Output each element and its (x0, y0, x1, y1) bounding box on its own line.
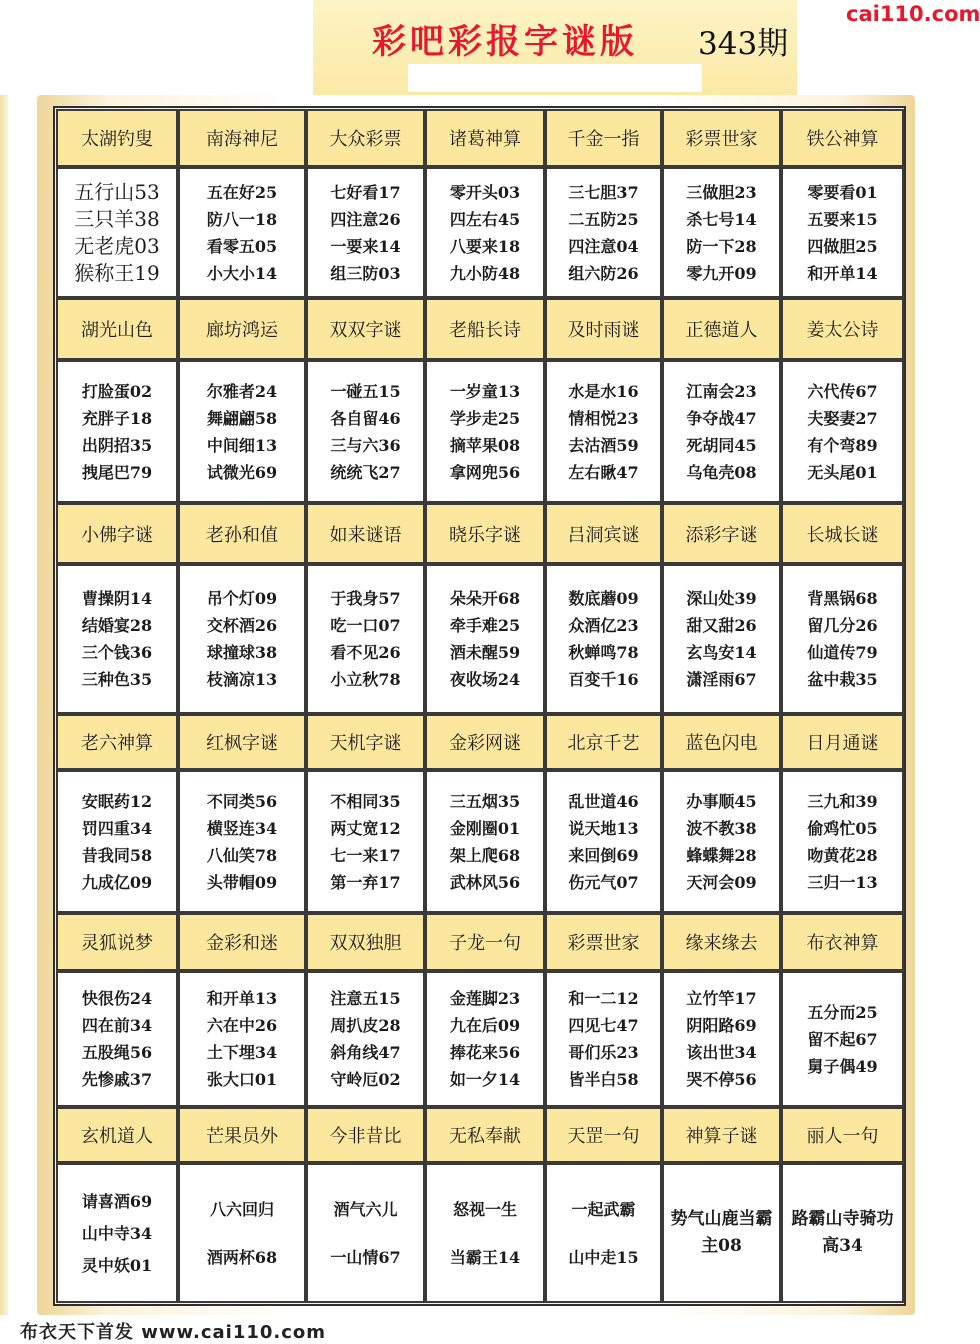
riddle-line: 吊个灯09 (206, 589, 278, 608)
riddle-line: 数底蘑09 (568, 589, 639, 608)
riddle-line: 一要来14 (330, 236, 401, 256)
riddle-cell (178, 1163, 306, 1303)
column-header: 金彩网谜 (425, 714, 545, 770)
page-title: 彩吧彩报字谜版 (372, 22, 638, 62)
column-header: 晓乐字谜 (425, 503, 545, 564)
riddle-cell (306, 770, 425, 913)
riddle-cell (56, 360, 178, 503)
riddle-cell (56, 564, 178, 714)
riddle-cell (178, 564, 306, 714)
column-header: 北京千艺 (545, 714, 662, 770)
column-header: 湖光山色 (56, 298, 178, 360)
riddle-line: 零九开09 (686, 263, 757, 283)
column-header: 今非昔比 (306, 1107, 425, 1163)
riddle-line: 横竖连34 (206, 818, 278, 838)
riddle-line: 舞翩翩58 (206, 408, 278, 428)
riddle-line: 江南会23 (686, 381, 757, 401)
riddle-line: 金刚圈01 (449, 818, 521, 838)
riddle-line: 百变千16 (568, 670, 639, 689)
riddle-cell (425, 167, 545, 298)
column-header: 天机字谜 (306, 714, 425, 770)
riddle-line: 三个钱36 (81, 643, 153, 662)
riddle-cell (545, 564, 662, 714)
riddle-line: 各自留46 (330, 408, 401, 428)
left-decor-strip (0, 95, 8, 1315)
riddle-line: 球撞球38 (206, 643, 278, 662)
riddle-line: 秋蝉鸣78 (568, 643, 639, 662)
riddle-line: 阴阳路69 (686, 1016, 757, 1035)
column-header: 南海神尼 (178, 109, 306, 167)
column-header: 如来谜语 (306, 503, 425, 564)
riddle-line: 左右瞅47 (568, 462, 639, 482)
riddle-line: 张大口01 (206, 1070, 278, 1089)
riddle-line: 九在后09 (449, 1016, 521, 1035)
riddle-line: 一起武霸 (571, 1199, 636, 1219)
riddle-line: 当霸王14 (449, 1247, 521, 1267)
riddle-line: 吃一口07 (330, 616, 401, 635)
riddle-line: 不相同35 (330, 791, 401, 811)
riddle-line: 交杯酒26 (206, 616, 278, 635)
riddle-line: 杀七号14 (686, 209, 757, 229)
column-header: 天罡一句 (545, 1107, 662, 1163)
riddle-line: 守岭厄02 (330, 1070, 401, 1089)
riddle-line: 六在中26 (206, 1016, 278, 1035)
riddle-line: 九成亿09 (81, 872, 153, 892)
riddle-line: 盆中栽35 (807, 670, 878, 689)
riddle-line: 先惨戚37 (81, 1070, 153, 1089)
riddle-line: 摘苹果08 (449, 435, 521, 455)
riddle-line: 零开头03 (449, 182, 521, 202)
riddle-cell (781, 971, 904, 1107)
riddle-line: 该出世34 (686, 1043, 757, 1062)
riddle-line: 斜角线47 (330, 1043, 401, 1062)
riddle-line: 一岁童13 (449, 381, 521, 401)
riddle-line: 如一夕14 (449, 1070, 521, 1089)
riddle-line: 潇淫雨67 (686, 670, 757, 689)
riddle-line: 波不教38 (686, 818, 757, 838)
riddle-cell (662, 360, 781, 503)
column-header: 双双独胆 (306, 913, 425, 971)
riddle-line: 罚四重34 (81, 818, 153, 838)
riddle-cell (545, 360, 662, 503)
column-header: 吕洞宾谜 (545, 503, 662, 564)
riddle-line: 去沽酒59 (568, 435, 639, 455)
riddle-line: 酒两杯68 (206, 1247, 278, 1267)
riddle-line: 七好看17 (330, 182, 401, 202)
riddle-line: 酒气六儿 (333, 1199, 398, 1219)
column-header: 老六神算 (56, 714, 178, 770)
riddle-cell (662, 1163, 781, 1303)
riddle-line: 皆半白58 (568, 1070, 639, 1089)
riddle-line: 统统飞27 (330, 462, 401, 482)
column-header: 长城长谜 (781, 503, 904, 564)
riddle-line: 玄鸟安14 (686, 643, 757, 662)
riddle-line: 注意五15 (330, 989, 401, 1008)
riddle-line: 一山情67 (330, 1247, 401, 1267)
footer-credit: 布衣天下首发 www.cai110.com (20, 1322, 327, 1343)
column-header: 双双字谜 (306, 298, 425, 360)
riddle-line: 牵手难25 (449, 616, 521, 635)
riddle-line: 试微光69 (206, 462, 278, 482)
riddle-line: 来回倒69 (568, 845, 639, 865)
riddle-line: 深山处39 (686, 589, 757, 608)
riddle-cell (306, 360, 425, 503)
riddle-line: 快很伤24 (81, 989, 153, 1008)
riddle-line: 学步走25 (449, 408, 521, 428)
column-header: 无私奉献 (425, 1107, 545, 1163)
riddle-line: 山中寺34 (81, 1223, 153, 1243)
riddle-line: 势气山鹿当霸主08 (670, 1209, 773, 1256)
riddle-line: 灵中妖01 (81, 1255, 153, 1275)
riddle-cell (781, 770, 904, 913)
column-header: 玄机道人 (56, 1107, 178, 1163)
column-header: 廊坊鸿运 (178, 298, 306, 360)
riddle-line: 小大小14 (206, 263, 278, 283)
riddle-line: 八六回归 (209, 1199, 274, 1219)
riddle-line: 乌龟壳08 (686, 462, 757, 482)
riddle-line: 防一下28 (686, 236, 757, 256)
riddle-cell (781, 564, 904, 714)
riddle-line: 四左右45 (449, 209, 521, 229)
riddle-line: 组三防03 (330, 263, 401, 283)
riddle-line: 舅子偶49 (807, 1056, 878, 1076)
riddle-line: 伤元气07 (568, 872, 639, 892)
riddle-line: 怒视一生 (452, 1199, 517, 1219)
riddle-line: 两丈宽12 (330, 818, 401, 838)
riddle-cell (178, 167, 306, 298)
riddle-line: 山中走15 (568, 1247, 639, 1267)
riddle-line: 看不见26 (330, 643, 401, 662)
riddle-line: 结婚宴28 (81, 616, 153, 635)
riddle-line: 哭不停56 (686, 1070, 757, 1089)
column-header: 日月通谜 (781, 714, 904, 770)
riddle-line: 七一来17 (330, 845, 401, 865)
riddle-line: 拿网兜56 (449, 462, 521, 482)
riddle-line: 五分而25 (807, 1002, 878, 1022)
riddle-cell (662, 167, 781, 298)
riddle-cell (781, 360, 904, 503)
column-header: 灵狐说梦 (56, 913, 178, 971)
riddle-line: 三做胆23 (686, 182, 757, 202)
column-header: 及时雨谜 (545, 298, 662, 360)
column-header: 金彩和迷 (178, 913, 306, 971)
riddle-cell (56, 971, 178, 1107)
riddle-cell (425, 360, 545, 503)
riddle-cell (306, 971, 425, 1107)
riddle-line: 三七胆37 (568, 182, 639, 202)
riddle-line: 组六防26 (568, 263, 639, 283)
riddle-line: 和开单13 (206, 989, 278, 1008)
riddle-line: 水是水16 (568, 381, 639, 401)
column-header: 彩票世家 (662, 109, 781, 167)
riddle-line: 争夺战47 (686, 408, 757, 428)
riddle-line: 八要来18 (449, 236, 521, 256)
riddle-cell (56, 770, 178, 913)
column-header: 老孙和值 (178, 503, 306, 564)
riddle-line: 土下埋34 (206, 1043, 278, 1062)
riddle-cell (425, 564, 545, 714)
riddle-cell (781, 1163, 904, 1303)
riddle-line: 昔我同58 (81, 845, 153, 865)
column-header: 小佛字谜 (56, 503, 178, 564)
riddle-line: 五在好25 (206, 182, 278, 202)
riddle-cell (545, 770, 662, 913)
riddle-line: 立竹竿17 (686, 989, 757, 1008)
riddle-line: 朵朵开68 (449, 589, 521, 608)
riddle-line: 拽尾巴79 (81, 462, 153, 482)
column-header: 铁公神算 (781, 109, 904, 167)
column-header: 彩票世家 (545, 913, 662, 971)
riddle-cell (545, 1163, 662, 1303)
riddle-line: 二五防25 (568, 209, 639, 229)
riddle-line: 留不起67 (807, 1029, 878, 1049)
riddle-cell (56, 167, 178, 298)
riddle-line: 架上爬68 (449, 845, 521, 865)
riddle-line: 五股绳56 (81, 1043, 153, 1062)
riddle-line: 周扒皮28 (330, 1016, 401, 1035)
column-header: 布衣神算 (781, 913, 904, 971)
riddle-line: 六代传67 (807, 381, 878, 401)
issue-number: 343期 (698, 26, 789, 62)
riddle-line: 留几分26 (807, 616, 878, 635)
riddle-line: 三九和39 (807, 791, 878, 811)
riddle-cell (425, 770, 545, 913)
riddle-line: 枝滴凉13 (206, 670, 278, 689)
column-header: 丽人一句 (781, 1107, 904, 1163)
column-header: 神算子谜 (662, 1107, 781, 1163)
riddle-cell (662, 770, 781, 913)
riddle-line: 四见七47 (568, 1016, 639, 1035)
column-header: 太湖钓叟 (56, 109, 178, 167)
riddle-cell (306, 1163, 425, 1303)
riddle-cell (306, 167, 425, 298)
riddle-cell (425, 971, 545, 1107)
column-header: 姜太公诗 (781, 298, 904, 360)
column-header: 芒果员外 (178, 1107, 306, 1163)
riddle-line: 头带帽09 (206, 872, 278, 892)
riddle-line: 五要来15 (807, 209, 878, 229)
riddle-line: 四注意04 (568, 236, 639, 256)
riddle-line: 零要看01 (807, 182, 878, 202)
riddle-line: 防八一18 (206, 209, 278, 229)
riddle-cell (178, 770, 306, 913)
riddle-line: 偷鸡忙05 (807, 818, 878, 838)
riddle-line: 夜收场24 (449, 670, 521, 689)
riddle-line: 天河会09 (686, 872, 757, 892)
riddle-line: 和一二12 (568, 989, 639, 1008)
riddle-cell (306, 564, 425, 714)
riddle-line: 四注意26 (330, 209, 401, 229)
riddle-cell (425, 1163, 545, 1303)
riddle-line: 背黑锅68 (807, 589, 878, 608)
riddle-line: 尔雅者24 (206, 381, 278, 401)
column-header: 子龙一句 (425, 913, 545, 971)
riddle-cell (545, 971, 662, 1107)
riddle-line: 乱世道46 (568, 791, 639, 811)
riddle-cell (545, 167, 662, 298)
riddle-line: 出阴招35 (81, 435, 153, 455)
riddle-line: 金莲脚23 (449, 989, 521, 1008)
riddle-line: 仙道传79 (807, 643, 878, 662)
riddle-line: 和开单14 (807, 263, 878, 283)
column-header: 大众彩票 (306, 109, 425, 167)
riddle-line: 请喜酒69 (81, 1191, 153, 1211)
riddle-line: 猴称王19 (74, 260, 160, 285)
riddle-line: 小立秋78 (330, 670, 401, 689)
riddle-line: 死胡同45 (686, 435, 757, 455)
riddle-line: 情相悦23 (568, 408, 639, 428)
riddle-line: 无老虎03 (74, 233, 160, 258)
column-header: 正德道人 (662, 298, 781, 360)
column-header: 红枫字谜 (178, 714, 306, 770)
riddle-line: 曹操阴14 (81, 589, 153, 608)
column-header: 缘来缘去 (662, 913, 781, 971)
riddle-line: 路霸山寺骑功高34 (791, 1209, 894, 1256)
riddle-line: 有个弯89 (807, 435, 878, 455)
riddle-cell (178, 971, 306, 1107)
riddle-line: 四做胆25 (807, 236, 878, 256)
riddle-line: 三归一13 (807, 872, 878, 892)
site-watermark: cai110.com (846, 2, 980, 26)
riddle-line: 蜂蝶舞28 (686, 845, 757, 865)
riddle-line: 说天地13 (568, 818, 639, 838)
riddle-cell (662, 971, 781, 1107)
riddle-line: 众酒亿23 (568, 616, 639, 635)
column-header: 蓝色闪电 (662, 714, 781, 770)
column-header: 添彩字谜 (662, 503, 781, 564)
riddle-line: 哥们乐23 (568, 1043, 639, 1062)
riddle-line: 三五烟35 (449, 791, 521, 811)
riddle-line: 夫娶妻27 (807, 408, 878, 428)
column-header: 千金一指 (545, 109, 662, 167)
column-header: 诸葛神算 (425, 109, 545, 167)
riddle-line: 办事顺45 (686, 791, 757, 811)
riddle-line: 三种色35 (81, 670, 153, 689)
riddle-line: 武林风56 (449, 872, 521, 892)
riddle-line: 安眠药12 (81, 791, 153, 811)
riddle-cell (56, 1163, 178, 1303)
riddle-line: 中间细13 (206, 435, 278, 455)
riddle-line: 五行山53 (74, 179, 160, 204)
riddle-line: 三与六36 (330, 435, 401, 455)
riddle-cell (178, 360, 306, 503)
riddle-line: 一碰五15 (330, 381, 401, 401)
riddle-line: 酒未醒59 (449, 643, 521, 662)
riddle-line: 于我身57 (330, 589, 401, 608)
riddle-cell (662, 564, 781, 714)
riddle-line: 无头尾01 (807, 462, 878, 482)
riddle-line: 捧花来56 (449, 1043, 521, 1062)
riddle-line: 四在前34 (81, 1016, 153, 1035)
riddle-line: 第一弃17 (330, 872, 401, 892)
riddle-line: 吻黄花28 (807, 845, 878, 865)
riddle-line: 八仙笑78 (206, 845, 278, 865)
title-underbar (408, 64, 702, 92)
column-header: 老船长诗 (425, 298, 545, 360)
riddle-line: 不同类56 (206, 791, 278, 811)
riddle-cell (781, 167, 904, 298)
riddle-line: 三只羊38 (74, 206, 160, 231)
riddle-line: 甜又甜26 (686, 616, 757, 635)
riddle-line: 打脸蛋02 (81, 381, 153, 401)
riddle-line: 看零五05 (206, 236, 278, 256)
riddle-line: 九小防48 (449, 263, 521, 283)
riddle-line: 充胖子18 (81, 408, 153, 428)
